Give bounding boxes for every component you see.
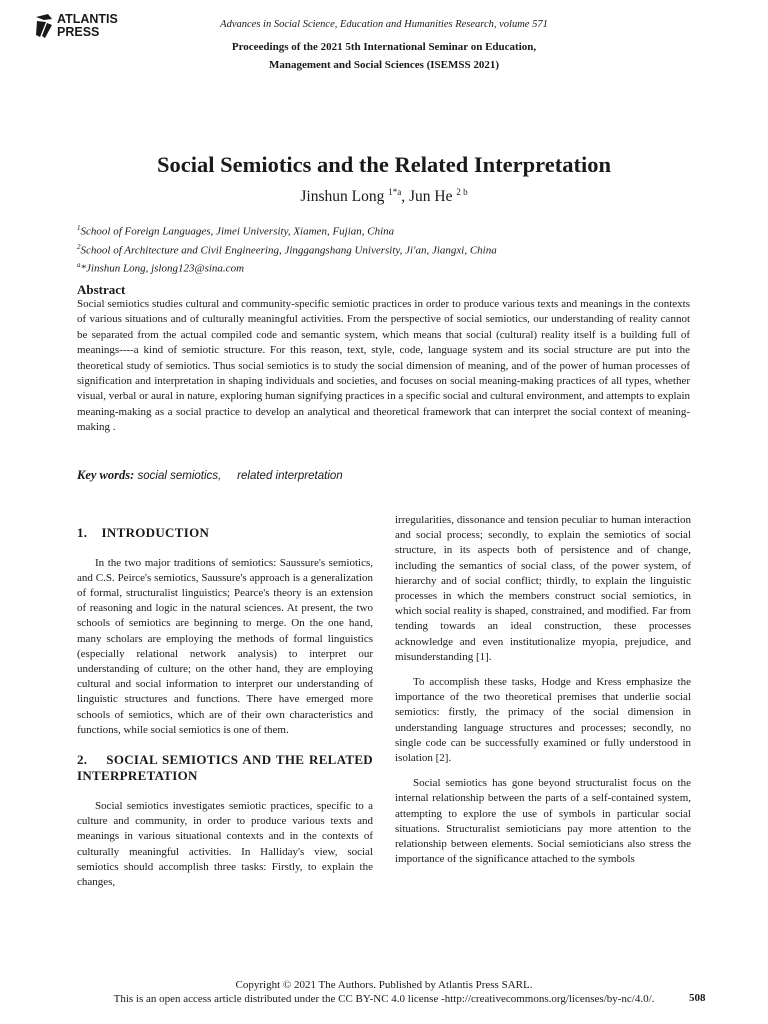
keywords-label: Key words: [77,468,135,482]
publisher-name-line2: PRESS [57,25,100,39]
corresponding-marker: a [77,261,81,270]
right-column [395,513,691,877]
corresponding-text: *Jinshun Long, jslong123@sina.com [80,262,245,275]
section-2-paragraph: Social semiotics investigates semiotic practices, specific to a culture and community, in order to produce various texts and meanings in various situational contexts and in the contexts of culturally meaningful activities. In Halliday's view, social semiotics should accomplish three tasks: Firstly, to explain the changes, [77,799,373,888]
page-footer [0,978,768,1006]
license-line: This is an open access article distributed under the CC BY-NC 4.0 license -http://creativecommons.org/licenses/by-nc/4.0/. [113,993,655,1005]
publisher-name-line1: ATLANTIS [57,12,118,26]
affiliation-1 [77,221,692,240]
right-paragraph-1: irregularities, dissonance and tension peculiar to human interaction and social process; secondly, to explain the semiotics of social structure, in its aspects both of persistence and of change, including the semantics of social class, of the power system, of hierarchy and of social conflict; thirdly, to explain the linguistic processes in which the members construct social semiotics, in which social reality is shaped, constrained, and modified. Far from tending towards an ideal construction, these processes acknowledge and even institutionalize myopia, prejudice, and misunderstanding [1]. [395,514,691,663]
abstract-heading: Abstract [77,282,126,297]
affiliation-1-marker: 1 [77,224,81,232]
publisher-logo [34,13,118,39]
copyright-line: Copyright © 2021 The Authors. Published by Atlantis Press SARL. [235,979,533,991]
page-number: 508 [689,992,706,1004]
author-1: Jinshun Long [300,188,389,206]
keywords-text: social semiotics, related interpretation [134,470,343,482]
affiliation-2-marker: 2 [77,242,81,251]
proceedings-line2: Management and Social Sciences (ISEMSS 2021) [268,59,500,71]
proceedings-line1: Proceedings of the 2021 5th International Seminar on Education, [231,41,537,53]
corresponding-author [77,258,692,277]
journal-line: Advances in Social Science, Education and Humanities Research, volume 571 [220,19,548,30]
left-column [77,525,377,900]
author-1-marker: 1*a [388,187,402,197]
section-2-heading: 2. SOCIAL SEMIOTICS AND THE RELATED INTERPRETATION [77,751,377,784]
keywords-line [77,468,343,483]
affiliations [77,221,692,277]
affiliation-2-text: School of Architecture and Civil Engineering, Jinggangshang University, Ji'an, Jiangxi, China [80,244,497,257]
abstract-text: Social semiotics studies cultural and community-specific semiotic practices in order to produce various texts and meanings in the contexts of various situations and of culturally meaningful activities. From the perspective of social semiotics, our understanding of reality cannot be separated from the actual compiled code and semantic system, which means that social (cultural) reality itself is a building full of meanings----a kind of semiotic structure. For this reason, text, style, code, language system and its social structure are put into the theoretical study of semiotics. Thus social semiotics is to study the social dimension of meaning, and of the power of human processes of signification and interpretation in shaping individuals and societies, and focuses on social meaning-making practices of all types, whether visual, verbal or aural in nature, exploring human signifying practices in a specific social and cultural environment, and attempts to explain meaning-making as a social practice to develop an analytical and theoretical framework that can interpret the social context of meaning-making . [77,298,690,434]
section-1-paragraph: In the two major traditions of semiotics: Saussure's semiotics, and C.S. Peirce's semiotics, Saussure's approach is a generalization of formal, structuralist linguistics; Pearce's theory is an extension of reasoning and logic in the natural sciences. At present, the two schools of semiotics are beginning to merge. On the one hand, many scholars are employing the methods of formal linguistics (especially relational network analysis) to interpret our understanding of culture; on the other hand, they are employing cultural and social information to interpret our understanding of linguistic structures and functions. There have emerged more schools of semiotics, which are of their own characteristics and functions, while social semiotics is one of them. [77,556,373,736]
author-2-marker: 2 b [456,187,468,197]
author-line [0,187,768,206]
atlantis-logo-icon [34,13,54,39]
affiliation-1-text: School of Foreign Languages, Jimei University, Xiamen, Fujian, China [80,225,395,238]
right-paragraph-3: Social semiotics has gone beyond structuralist focus on the internal relationship between the parts of a self-contained system, attempting to explore the use of symbols in particular social situations. Structuralist semioticians pay more attention to the relationship between elements. Social semioticians also stress the importance of the significance attached to the symbols [395,777,691,866]
proceedings-header [150,38,618,74]
affiliation-2 [77,240,692,259]
author-2: , Jun He [401,188,457,206]
paper-title: Social Semiotics and the Related Interpretation [157,152,611,177]
right-paragraph-2: To accomplish these tasks, Hodge and Kress emphasize the importance of the two theoretical premises that underlie social semiotics: firstly, the primacy of the social dimension in understanding language structures and processes; secondly, no single code can be successfully examined or fully understood in isolation [2]. [395,676,691,765]
section-1-heading: 1. INTRODUCTION [77,525,210,540]
